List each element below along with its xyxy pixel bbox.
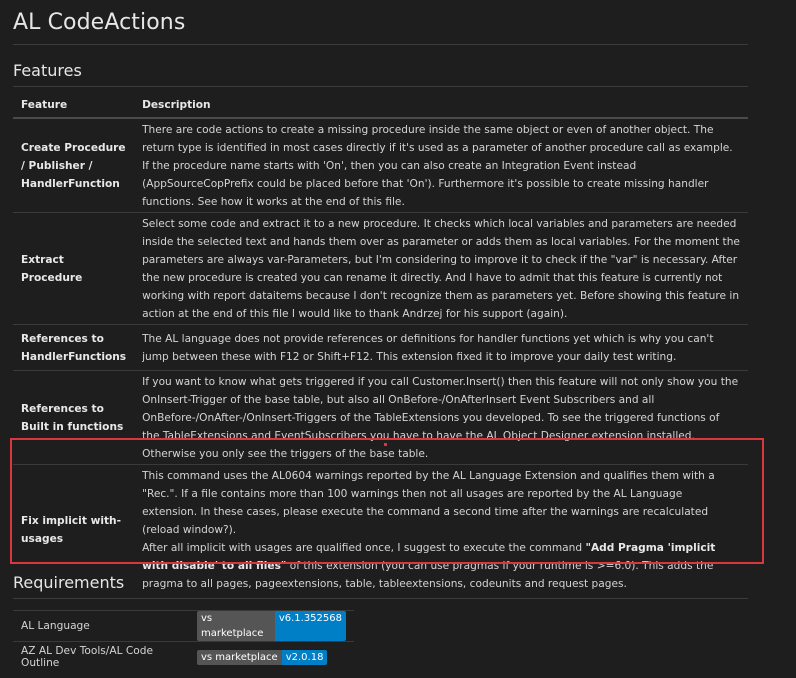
description-column-header: Description	[134, 93, 748, 118]
badge-label: vs marketplace	[197, 611, 275, 641]
requirements-divider	[13, 598, 748, 599]
requirements-table	[13, 610, 354, 672]
requirement-badge-cell	[189, 611, 354, 642]
page-title: AL CodeActions	[13, 10, 186, 35]
table-row	[13, 213, 748, 325]
badge-version: v6.1.352568	[275, 611, 346, 641]
command-name: "Add Pragma 'implicit with disable' to all files"	[142, 542, 716, 572]
requirement-row	[13, 642, 354, 673]
description-paragraph: This command uses the AL0604 warnings reported by the AL Language Extension and qualifies them with a "Rec.". If a file contains more than 100 warnings then not all usages are reported by the AL Language extension. In these cases, please execute the command a second time after the warnings are recalculated (reload window?).	[142, 470, 715, 536]
features-heading: Features	[13, 61, 82, 80]
marketplace-badge[interactable]	[197, 650, 327, 665]
features-table	[13, 93, 748, 594]
requirement-badge-cell	[189, 642, 354, 673]
feature-name: Fix implicit with-usages	[13, 465, 134, 595]
table-row	[13, 371, 748, 465]
badge-version: v2.0.18	[282, 650, 328, 665]
table-row	[13, 118, 748, 213]
badge-label: vs marketplace	[197, 650, 282, 665]
requirement-name: AZ AL Dev Tools/AL Code Outline	[13, 642, 189, 673]
features-header-row	[13, 93, 748, 118]
requirements-heading: Requirements	[13, 573, 125, 592]
feature-description: If you want to know what gets triggered if you call Customer.Insert() then this feature will not only show you the OnInsert-Trigger of the base table, but also all OnBefore-/OnAfterInsert Event Subscribers and all OnBefore-/OnAfter-/OnInsert-Triggers of the TableExtensions you developed. To see the triggered functions of the TableExtensions and EventSubscribers you have to have the AL Object Designer extension installed. Otherwise you only see the triggers of the base table.	[134, 371, 748, 465]
feature-description: There are code actions to create a missing procedure inside the same object or even of another object. The return type is identified in most cases directly if it's used as a parameter of another procedure call as example. If the procedure name starts with 'On', then you can also create an Integration Event instead (AppSourceCopPrefix could be placed before that 'On'). Furthermore it's possible to create missing handler functions. See how it works at the end of this file.	[134, 118, 748, 213]
title-divider	[13, 44, 748, 45]
feature-name: References to Built in functions	[13, 371, 134, 465]
feature-description	[134, 465, 748, 595]
feature-name: Extract Procedure	[13, 213, 134, 325]
description-text: After all implicit with usages are qualified once, I suggest to execute the command	[142, 542, 586, 554]
requirement-row	[13, 611, 354, 642]
table-row	[13, 325, 748, 371]
feature-column-header: Feature	[13, 93, 134, 118]
features-divider	[13, 86, 748, 87]
feature-name: References to HandlerFunctions	[13, 325, 134, 371]
feature-description: Select some code and extract it to a new procedure. It checks which local variables and parameters are needed inside the selected text and hands them over as parameter or adds them as local variables. For the moment the parameters are always var-Parameters, but I'm considering to improve it to check if the "var" is necessary. After the new procedure is created you can rename it directly. And I have to admit that this feature is currently not working with report dataitems because I don't recognize them as parameters yet. Before showing this feature in action at the end of this file I would like to thank Andrzej for his support (again).	[134, 213, 748, 325]
feature-name: Create Procedure / Publisher / HandlerFunction	[13, 118, 134, 213]
description-text: of this extension (you can use pragmas if your runtime is >=6.0). This adds the pragma to all pages, pageextensions, table, tableextensions, codeunits and request pages.	[142, 560, 714, 590]
annotation-marker	[384, 443, 387, 446]
feature-description: The AL language does not provide references or definitions for handler functions yet which is why you can't jump between these with F12 or Shift+F12. This extension fixed it to improve your daily test writing.	[134, 325, 748, 371]
marketplace-badge[interactable]	[197, 611, 346, 641]
requirement-name: AL Language	[13, 611, 189, 642]
